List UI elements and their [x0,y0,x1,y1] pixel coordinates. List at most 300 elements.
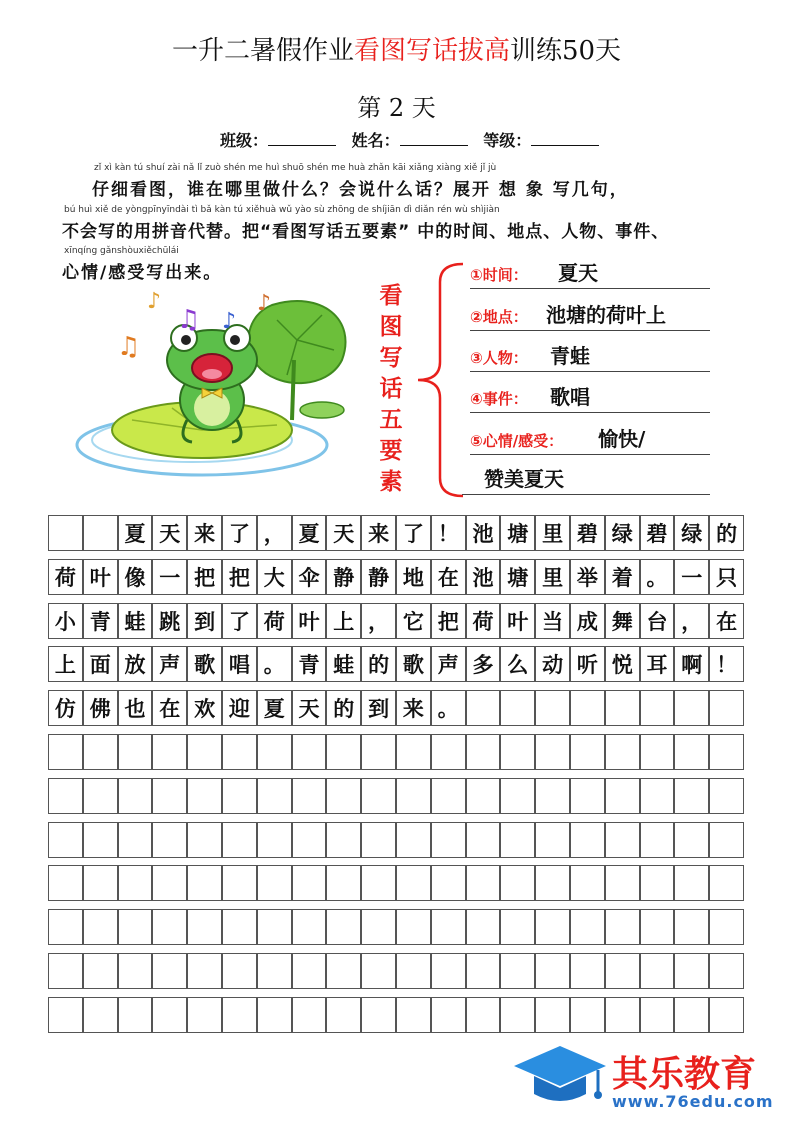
grid-cell[interactable]: 声 [152,646,187,682]
element-feeling [470,424,710,455]
grid-cell[interactable] [257,778,292,814]
grid-cell[interactable]: 青 [292,646,327,682]
grid-cell[interactable] [292,822,327,858]
grid-cell[interactable] [83,997,118,1033]
grid-cell[interactable] [361,865,396,901]
grid-cell[interactable]: 了 [222,515,257,551]
grid-cell[interactable]: 夏 [118,515,153,551]
grid-cell[interactable] [326,734,361,770]
music-note-icon: ♫ [177,305,201,335]
grid-cell[interactable] [500,953,535,989]
grid-cell[interactable] [83,865,118,901]
grid-cell[interactable] [152,734,187,770]
grid-cell[interactable]: 悦 [605,646,640,682]
vertical-title-char: 图 [379,313,403,340]
grid-cell[interactable]: 唱 [222,646,257,682]
instruction-line-1: 仔细看图，谁在哪里做什么？会说什么话？展开 想 象 写几句， [92,180,629,200]
grid-cell[interactable] [152,778,187,814]
grid-cell[interactable] [292,953,327,989]
grid-cell[interactable] [48,822,83,858]
grid-cell[interactable]: 只 [709,559,744,595]
grid-cell[interactable] [431,822,466,858]
grid-cell[interactable]: ， [257,515,292,551]
grid-cell[interactable]: 耳 [640,646,675,682]
frog-left-pupil [181,335,191,345]
grid-cell[interactable] [187,997,222,1033]
grid-cell[interactable] [118,909,153,945]
grid-cell[interactable] [674,865,709,901]
grid-cell[interactable]: 它 [396,603,431,639]
grid-cell[interactable]: 把 [222,559,257,595]
grid-cell[interactable] [640,822,675,858]
grid-cell[interactable] [535,997,570,1033]
grid-cell[interactable] [431,997,466,1033]
grid-cell[interactable]: 欢 [187,690,222,726]
grid-cell[interactable]: 像 [118,559,153,595]
music-note-icon: ♪ [257,291,272,316]
element-time-label: ①时间： [470,266,528,284]
grid-cell[interactable] [257,953,292,989]
grid-cell[interactable] [48,734,83,770]
grid-cell[interactable] [500,997,535,1033]
grid-cell[interactable] [640,778,675,814]
frog-belly [194,390,230,426]
grid-cell[interactable]: 池 [466,515,501,551]
grid-cell[interactable] [48,997,83,1033]
grid-cell[interactable] [83,734,118,770]
grid-cell[interactable] [187,865,222,901]
grid-cell[interactable] [222,778,257,814]
instruction-pinyin-1: zǐ xì kàn tú shuí zài nǎ lǐ zuò shén me huì shuō shén me huà zhǎn kāi xiǎng xiàng xiě jǐ jù [94,163,497,173]
grid-cell[interactable] [83,953,118,989]
grid-cell[interactable] [152,865,187,901]
grade-label: 等级： [483,131,532,150]
grid-cell[interactable] [709,690,744,726]
grid-cell[interactable] [500,778,535,814]
grid-cell[interactable] [640,953,675,989]
grid-cell[interactable]: 的 [361,646,396,682]
grid-cell[interactable] [222,734,257,770]
grid-cell[interactable] [466,997,501,1033]
grid-cell[interactable] [466,909,501,945]
grid-cell[interactable] [674,690,709,726]
grid-cell[interactable] [118,822,153,858]
grid-cell[interactable] [431,909,466,945]
grid-cell[interactable] [605,734,640,770]
grid-cell[interactable] [640,690,675,726]
grid-cell[interactable] [361,778,396,814]
grid-cell[interactable] [535,822,570,858]
grid-cell[interactable] [500,865,535,901]
instruction-line-2: 不会写的用拼音代替。把“看图写话五要素” 中的时间、地点、人物、事件、 [62,222,670,242]
grid-cell[interactable]: 当 [535,603,570,639]
grid-cell[interactable]: 声 [431,646,466,682]
grid-cell[interactable] [466,822,501,858]
grid-cell[interactable]: 也 [118,690,153,726]
grid-cell[interactable]: 了 [222,603,257,639]
grid-cell[interactable] [118,734,153,770]
grid-cell[interactable] [361,909,396,945]
grid-cell[interactable]: ， [674,603,709,639]
element-character [470,341,710,372]
grid-cell[interactable] [500,909,535,945]
grid-row [48,559,744,595]
grid-cell[interactable]: 举 [570,559,605,595]
grid-cell[interactable]: 在 [431,559,466,595]
element-event-label: ④事件： [470,390,528,408]
grid-cell[interactable]: 么 [500,646,535,682]
grid-cell[interactable] [605,690,640,726]
grid-cell[interactable] [118,953,153,989]
grid-cell[interactable] [48,953,83,989]
grid-cell[interactable] [187,909,222,945]
grid-cell[interactable] [152,997,187,1033]
grid-cell[interactable] [396,822,431,858]
element-place-value: 池塘的荷叶上 [546,303,666,327]
leaf-stem [292,360,294,420]
grid-cell[interactable] [640,909,675,945]
grid-cell[interactable] [674,822,709,858]
grid-cell[interactable] [118,865,153,901]
vertical-title-char: 看 [379,282,403,309]
grid-row [48,997,744,1033]
grid-cell[interactable]: 到 [187,603,222,639]
grid-cell[interactable]: ！ [431,515,466,551]
grid-cell[interactable] [605,909,640,945]
grid-cell[interactable] [709,909,744,945]
name-blank[interactable] [400,131,468,146]
grid-cell[interactable] [187,822,222,858]
grid-cell[interactable] [570,822,605,858]
small-lily-pad [300,402,344,418]
grid-cell[interactable] [326,822,361,858]
grid-cell[interactable]: 叶 [83,559,118,595]
grid-cell[interactable]: 在 [709,603,744,639]
grid-cell[interactable]: 蛙 [118,603,153,639]
student-info-fields [220,128,609,151]
grid-cell[interactable]: 绿 [674,515,709,551]
grid-cell[interactable]: 蛙 [326,646,361,682]
brand-url[interactable]: www.76edu.com [612,1092,774,1111]
grid-cell[interactable]: 了 [396,515,431,551]
grid-cell[interactable]: 歌 [187,646,222,682]
grid-cell[interactable] [326,865,361,901]
grid-cell[interactable] [640,865,675,901]
vertical-title-char: 要 [379,437,403,464]
vertical-title-char: 话 [379,375,403,402]
element-feeling-value: 愉快/ [598,427,646,451]
grid-cell[interactable]: 。 [257,646,292,682]
grid-cell[interactable] [83,909,118,945]
frog-right-pupil [230,335,240,345]
grid-cell[interactable] [500,734,535,770]
grid-cell[interactable] [187,734,222,770]
grid-cell[interactable] [257,865,292,901]
grid-cell[interactable]: 。 [431,690,466,726]
grid-cell[interactable]: ！ [709,646,744,682]
grid-cell[interactable]: 来 [396,690,431,726]
element-character-value: 青蛙 [550,344,590,368]
grid-cell[interactable] [396,997,431,1033]
five-elements-vertical-title [376,280,406,497]
grid-cell[interactable] [466,953,501,989]
grid-cell[interactable]: 成 [570,603,605,639]
grid-cell[interactable]: 荷 [48,559,83,595]
grid-cell[interactable] [535,734,570,770]
grid-cell[interactable]: 夏 [257,690,292,726]
grid-row [48,909,744,945]
grid-cell[interactable] [605,778,640,814]
grid-cell[interactable] [674,778,709,814]
grid-cell[interactable]: 天 [152,515,187,551]
grid-cell[interactable] [222,953,257,989]
grid-row [48,865,744,901]
grid-cell[interactable]: 青 [83,603,118,639]
page-title: 一升二暑假作业看图写话拔高训练50天 [171,36,622,66]
grid-cell[interactable]: 塘 [500,515,535,551]
grid-cell[interactable] [48,778,83,814]
grid-cell[interactable]: 多 [466,646,501,682]
instruction-line-3: 心情/感受写出来。 [62,263,223,283]
grid-cell[interactable]: 放 [118,646,153,682]
grid-cell[interactable] [83,822,118,858]
grid-cell[interactable] [396,953,431,989]
grid-cell[interactable]: 里 [535,515,570,551]
grid-cell[interactable] [396,778,431,814]
grid-cell[interactable] [187,953,222,989]
grid-cell[interactable] [431,778,466,814]
grid-cell[interactable] [709,865,744,901]
grid-cell[interactable]: 夏 [292,515,327,551]
grid-cell[interactable] [222,997,257,1033]
vertical-title-char: 五 [379,406,403,433]
grid-cell[interactable]: 听 [570,646,605,682]
grid-cell[interactable]: 上 [326,603,361,639]
grid-cell[interactable] [500,822,535,858]
grid-cell[interactable]: 伞 [292,559,327,595]
grid-cell[interactable] [257,997,292,1033]
grid-cell[interactable]: 地 [396,559,431,595]
grid-cell[interactable]: 静 [326,559,361,595]
music-note-icon: ♪ [222,309,237,334]
grid-cell[interactable] [570,865,605,901]
grid-cell[interactable]: 面 [83,646,118,682]
instruction-pinyin-2: bú huì xiě de yòngpīnyīndài tì bǎ kàn tú xiěhuà wǔ yào sù zhōng de shíjiān dì diǎn rén wù shìjiàn [64,205,500,215]
day-label: 第 2 天 [357,94,436,122]
grid-cell[interactable]: 碧 [570,515,605,551]
graduation-cap-logo-icon [510,1040,610,1110]
grid-cell[interactable] [709,953,744,989]
grid-cell[interactable] [118,778,153,814]
grid-cell[interactable]: 绿 [605,515,640,551]
grid-cell[interactable] [152,953,187,989]
grid-cell[interactable]: 台 [640,603,675,639]
grid-cell[interactable]: 大 [257,559,292,595]
grid-cell[interactable] [152,909,187,945]
grid-cell[interactable] [605,822,640,858]
grid-cell[interactable] [570,734,605,770]
grid-cell[interactable] [605,865,640,901]
element-feeling-value-continued: 赞美夏天 [484,467,564,491]
grid-cell[interactable] [361,953,396,989]
grid-cell[interactable] [500,690,535,726]
grid-cell[interactable] [292,997,327,1033]
element-time [470,258,710,289]
class-blank[interactable] [268,131,336,146]
grid-row [48,603,744,639]
grid-cell[interactable] [640,997,675,1033]
grid-cell[interactable]: ， [361,603,396,639]
grid-cell[interactable] [709,778,744,814]
element-time-value: 夏天 [558,261,598,285]
grid-cell[interactable]: 把 [431,603,466,639]
grade-blank[interactable] [531,131,599,146]
grid-cell[interactable] [674,734,709,770]
grid-row [48,690,744,726]
grid-cell[interactable] [152,822,187,858]
grid-row [48,734,744,770]
grid-cell[interactable]: 叶 [292,603,327,639]
grid-cell[interactable] [292,734,327,770]
grid-cell[interactable] [83,778,118,814]
grid-cell[interactable] [361,822,396,858]
grid-cell[interactable]: 叶 [500,603,535,639]
grid-cell[interactable] [640,734,675,770]
element-event-value: 歌唱 [550,385,590,409]
grid-cell[interactable] [570,953,605,989]
grid-cell[interactable] [605,953,640,989]
grid-cell[interactable] [48,515,83,551]
grid-cell[interactable] [535,865,570,901]
grid-cell[interactable]: 碧 [640,515,675,551]
grid-cell[interactable]: 歌 [396,646,431,682]
grid-cell[interactable] [326,997,361,1033]
grid-cell[interactable] [431,734,466,770]
grid-cell[interactable] [535,953,570,989]
frog-singing-illustration [72,280,362,495]
grid-row [48,822,744,858]
grid-row [48,953,744,989]
grid-cell[interactable]: 。 [640,559,675,595]
grid-cell[interactable] [326,953,361,989]
grid-cell[interactable]: 来 [361,515,396,551]
class-label: 班级： [220,131,269,150]
grid-cell[interactable] [570,997,605,1033]
grid-cell[interactable] [674,953,709,989]
grid-cell[interactable]: 荷 [257,603,292,639]
grid-cell[interactable] [535,690,570,726]
grid-cell[interactable] [674,909,709,945]
grid-cell[interactable] [431,953,466,989]
element-character-label: ③人物： [470,349,528,367]
grid-cell[interactable]: 天 [292,690,327,726]
grid-cell[interactable]: 池 [466,559,501,595]
grid-cell[interactable] [431,865,466,901]
curly-brace [408,262,468,498]
grid-cell[interactable] [326,909,361,945]
grid-cell[interactable]: 静 [361,559,396,595]
grid-cell[interactable]: 一 [152,559,187,595]
grid-cell[interactable] [257,822,292,858]
grid-cell[interactable]: 塘 [500,559,535,595]
grid-cell[interactable] [466,690,501,726]
grid-cell[interactable]: 仿 [48,690,83,726]
grid-cell[interactable]: 荷 [466,603,501,639]
grid-cell[interactable]: 迎 [222,690,257,726]
grid-cell[interactable] [396,865,431,901]
grid-cell[interactable]: 舞 [605,603,640,639]
grid-cell[interactable] [709,734,744,770]
grid-cell[interactable] [222,865,257,901]
grid-cell[interactable] [674,997,709,1033]
grid-cell[interactable] [466,778,501,814]
grid-cell[interactable] [709,822,744,858]
grid-cell[interactable] [535,909,570,945]
grid-cell[interactable] [570,690,605,726]
grid-cell[interactable] [535,778,570,814]
brand-name: 其乐教育 [612,1054,757,1095]
grid-cell[interactable]: 上 [48,646,83,682]
grid-cell[interactable]: 的 [709,515,744,551]
grid-row [48,515,744,551]
grid-cell[interactable]: 啊 [674,646,709,682]
grid-cell[interactable]: 来 [187,515,222,551]
grid-cell[interactable] [466,734,501,770]
grid-cell[interactable] [605,997,640,1033]
grid-cell[interactable] [292,909,327,945]
element-place-label: ②地点： [470,308,528,326]
grid-cell[interactable] [361,997,396,1033]
grid-cell[interactable] [257,909,292,945]
grid-cell[interactable] [257,734,292,770]
grid-cell[interactable] [83,515,118,551]
grid-cell[interactable] [48,909,83,945]
grid-cell[interactable] [222,909,257,945]
grid-cell[interactable] [570,778,605,814]
element-event [470,382,710,413]
grid-cell[interactable] [326,778,361,814]
grid-cell[interactable]: 天 [326,515,361,551]
grid-cell[interactable] [396,734,431,770]
grid-cell[interactable] [292,865,327,901]
grid-cell[interactable] [570,909,605,945]
grid-cell[interactable]: 佛 [83,690,118,726]
frog-tongue [202,369,222,379]
grid-cell[interactable] [709,997,744,1033]
grid-cell[interactable] [48,865,83,901]
grid-cell[interactable]: 的 [326,690,361,726]
grid-cell[interactable]: 把 [187,559,222,595]
grid-cell[interactable]: 里 [535,559,570,595]
grid-cell[interactable]: 动 [535,646,570,682]
grid-cell[interactable] [118,997,153,1033]
grid-cell[interactable]: 跳 [152,603,187,639]
grid-cell[interactable]: 着 [605,559,640,595]
grid-cell[interactable] [187,778,222,814]
grid-cell[interactable] [292,778,327,814]
grid-cell[interactable]: 一 [674,559,709,595]
vertical-title-char: 写 [379,344,403,371]
grid-cell[interactable]: 在 [152,690,187,726]
element-place [470,300,710,331]
music-note-icon: ♫ [117,332,141,362]
grid-cell[interactable]: 到 [361,690,396,726]
grid-cell[interactable] [396,909,431,945]
grid-cell[interactable] [466,865,501,901]
grid-cell[interactable] [222,822,257,858]
grid-cell[interactable] [361,734,396,770]
grid-cell[interactable]: 小 [48,603,83,639]
